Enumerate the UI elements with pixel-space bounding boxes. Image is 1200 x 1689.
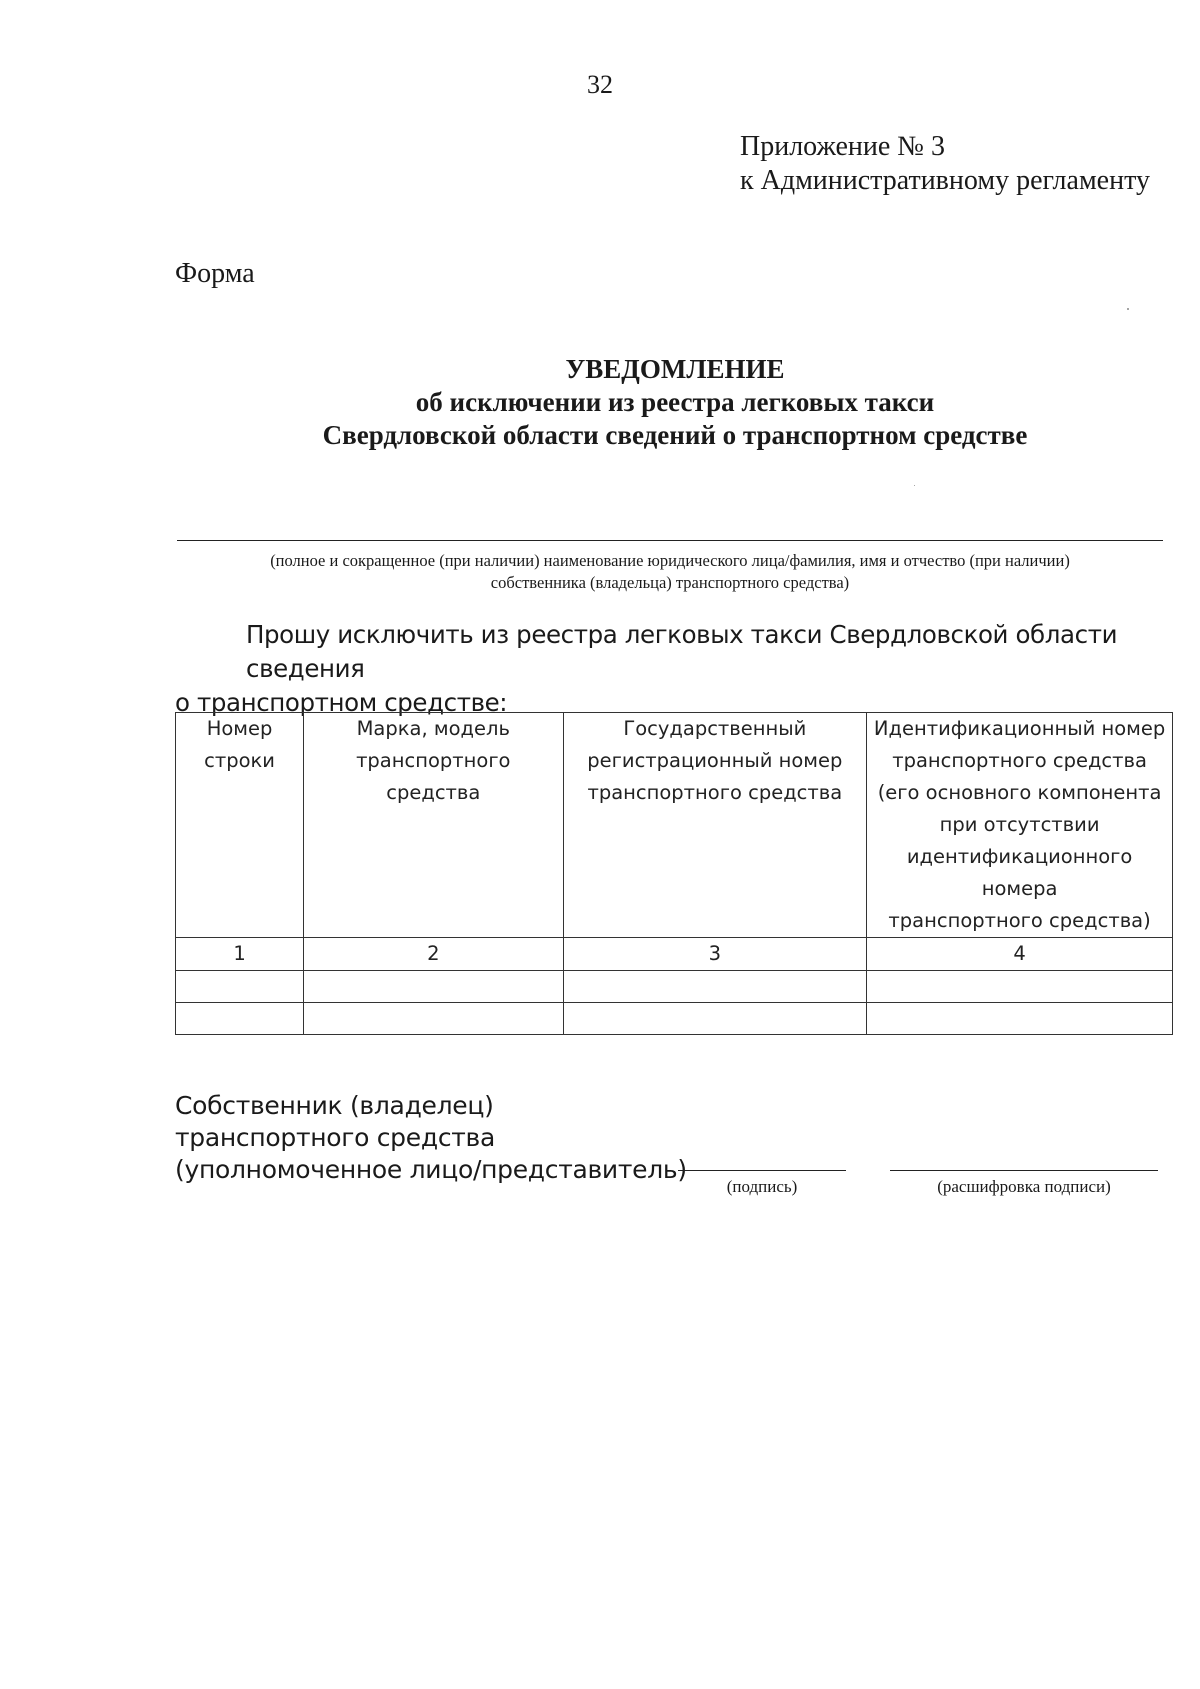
header-line: транспортного средства — [892, 749, 1147, 772]
header-make-model — [304, 713, 563, 938]
column-number: 2 — [304, 938, 563, 971]
owner-name-caption — [177, 550, 1163, 594]
table-cell[interactable] — [867, 1003, 1173, 1035]
signature-transcript-caption: (расшифровка подписи) — [937, 1177, 1111, 1196]
vehicle-table — [175, 712, 1173, 1035]
header-line: Государственный — [623, 717, 807, 740]
appendix-line-1: Приложение № 3 — [740, 131, 945, 162]
signer-block — [175, 1090, 687, 1186]
request-line-2: о транспортном средстве: — [175, 688, 508, 717]
table-row — [176, 971, 1173, 1003]
appendix-line-2: к Административному регламенту — [740, 165, 1150, 196]
header-line: транспортного средства — [587, 781, 843, 804]
table-cell[interactable] — [304, 1003, 563, 1035]
header-row-number — [176, 713, 304, 938]
header-line: Марка, модель — [356, 717, 510, 740]
column-number: 1 — [176, 938, 304, 971]
column-number-row — [176, 938, 1173, 971]
signature-field-line[interactable] — [678, 1170, 846, 1171]
signature-caption: (подпись) — [726, 1177, 798, 1196]
header-line: Идентификационный номер — [873, 717, 1166, 740]
table-row — [176, 1003, 1173, 1035]
header-vin — [867, 713, 1173, 938]
appendix-reference — [740, 130, 1150, 198]
signer-line-2: транспортного средства — [175, 1123, 495, 1152]
signature-transcript-field-line[interactable] — [890, 1170, 1158, 1171]
header-line: идентификационного номера — [906, 845, 1133, 900]
header-line: регистрационный номер — [587, 749, 843, 772]
header-line: (его основного компонента — [877, 781, 1162, 804]
title-line-3: Свердловской области сведений о транспортном средстве — [322, 420, 1028, 450]
request-paragraph — [175, 618, 1185, 720]
table-cell[interactable] — [563, 1003, 867, 1035]
header-line: транспортного средства — [356, 749, 511, 804]
table-cell[interactable] — [176, 971, 304, 1003]
request-line-1: Прошу исключить из реестра легковых такси Свердловской области сведения — [246, 620, 1118, 683]
header-line: строки — [204, 749, 275, 772]
header-line: при отсутствии — [939, 813, 1100, 836]
scan-speck — [1127, 308, 1129, 310]
table-cell[interactable] — [304, 971, 563, 1003]
header-registration-number — [563, 713, 867, 938]
table-header-row — [176, 713, 1173, 938]
column-number: 4 — [867, 938, 1173, 971]
table-cell[interactable] — [563, 971, 867, 1003]
title-line-2: об исключении из реестра легковых такси — [415, 387, 935, 417]
document-title — [0, 353, 1200, 452]
table-cell[interactable] — [867, 971, 1173, 1003]
table-cell[interactable] — [176, 1003, 304, 1035]
form-label: Форма — [175, 258, 255, 289]
owner-name-field-line[interactable] — [177, 540, 1163, 541]
header-line: Номер — [206, 717, 273, 740]
signer-line-3: (уполномоченное лицо/представитель) — [175, 1155, 687, 1184]
title-line-1: УВЕДОМЛЕНИЕ — [565, 354, 785, 384]
column-number: 3 — [563, 938, 867, 971]
signer-line-1: Собственник (владелец) — [175, 1091, 494, 1120]
owner-caption-line-1: (полное и сокращенное (при наличии) наименование юридического лица/фамилия, имя и отчество (при наличии) — [270, 551, 1070, 570]
page-number: 32 — [587, 70, 613, 99]
scan-speck — [914, 485, 915, 486]
owner-caption-line-2: собственника (владельца) транспортного средства) — [490, 573, 850, 592]
header-line: транспортного средства) — [888, 909, 1151, 932]
